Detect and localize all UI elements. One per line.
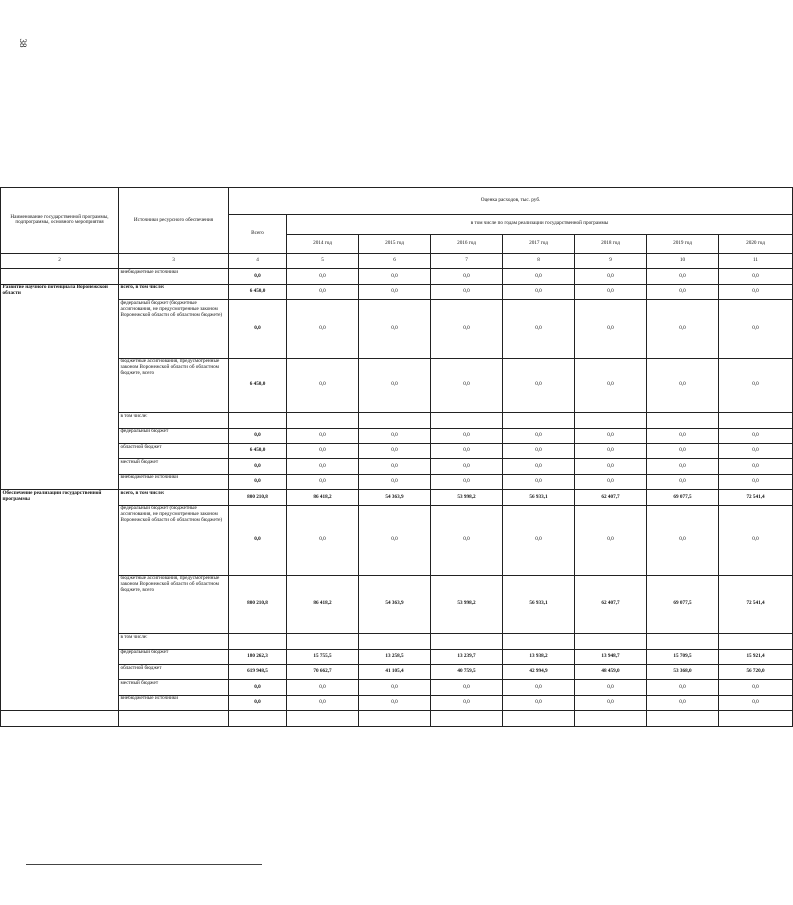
year-value-cell: 0,0 (719, 284, 793, 300)
year-value-cell (719, 634, 793, 649)
year-value-cell: 0,0 (719, 269, 793, 284)
year-value-cell: 0,0 (359, 300, 431, 358)
year-value-cell: 0,0 (503, 680, 575, 695)
total-cell (229, 634, 287, 649)
total-cell: 0,0 (229, 269, 287, 284)
header-year: 2017 год (503, 234, 575, 253)
year-value-cell: 0,0 (647, 680, 719, 695)
year-value-cell: 0,0 (359, 459, 431, 474)
year-value-cell: 0,0 (647, 459, 719, 474)
year-value-cell: 0,0 (359, 695, 431, 710)
table-row (0, 428, 793, 443)
year-value-cell: 0,0 (503, 358, 575, 412)
source-cell: областной бюджет (119, 444, 229, 459)
total-cell: 0,0 (229, 680, 287, 695)
name-cell: Обеспечение реализации государственной программы (1, 490, 119, 711)
source-cell: внебюджетные источники (119, 269, 229, 284)
year-value-cell: 0,0 (575, 695, 647, 710)
year-value-cell: 0,0 (647, 358, 719, 412)
page-number: 38 (18, 38, 28, 48)
table-row (0, 444, 793, 459)
year-value-cell: 15 755,5 (287, 649, 359, 664)
year-value-cell: 0,0 (431, 284, 503, 300)
year-value-cell: 0,0 (287, 474, 359, 489)
year-value-cell: 62 407,7 (575, 490, 647, 506)
year-value-cell: 56 933,1 (503, 575, 575, 633)
year-value-cell (575, 711, 647, 727)
source-cell: местный бюджет (119, 459, 229, 474)
column-number: 8 (503, 253, 575, 268)
table-row (0, 490, 793, 506)
year-value-cell (287, 711, 359, 727)
column-number: 2 (1, 253, 119, 268)
table-row (0, 680, 793, 695)
year-value-cell: 69 077,5 (647, 490, 719, 506)
year-value-cell (575, 413, 647, 428)
year-value-cell: 72 541,4 (719, 490, 793, 506)
header-year: 2019 год (647, 234, 719, 253)
year-value-cell: 0,0 (287, 300, 359, 358)
year-value-cell (287, 413, 359, 428)
year-value-cell: 0,0 (287, 695, 359, 710)
source-cell: местный бюджет (119, 680, 229, 695)
total-cell: 6 450,0 (229, 358, 287, 412)
table-row (0, 269, 793, 284)
source-cell: федеральный бюджет (бюджетные ассигнования, не предусмотренные законом Воронежской области об областном бюджете) (119, 505, 229, 575)
budget-table-container (0, 187, 792, 727)
year-value-cell: 0,0 (503, 695, 575, 710)
table-row (0, 695, 793, 710)
column-number: 9 (575, 253, 647, 268)
year-value-cell: 0,0 (287, 269, 359, 284)
column-number: 11 (719, 253, 793, 268)
year-value-cell: 0,0 (431, 300, 503, 358)
year-value-cell: 70 662,7 (287, 665, 359, 680)
column-number: 6 (359, 253, 431, 268)
year-value-cell: 0,0 (359, 444, 431, 459)
year-value-cell: 0,0 (431, 505, 503, 575)
table-row (0, 413, 793, 428)
year-value-cell: 0,0 (287, 444, 359, 459)
total-cell: 6 450,0 (229, 284, 287, 300)
year-value-cell: 56 933,1 (503, 490, 575, 506)
total-cell: 619 948,5 (229, 665, 287, 680)
year-value-cell: 0,0 (431, 269, 503, 284)
year-value-cell: 0,0 (503, 300, 575, 358)
year-value-cell (647, 634, 719, 649)
table-row (0, 649, 793, 664)
year-value-cell: 0,0 (647, 505, 719, 575)
name-cell (1, 269, 119, 284)
year-value-cell: 0,0 (359, 680, 431, 695)
year-value-cell: 42 994,9 (503, 665, 575, 680)
year-value-cell: 86 418,2 (287, 575, 359, 633)
year-value-cell: 62 407,7 (575, 575, 647, 633)
year-value-cell: 0,0 (575, 459, 647, 474)
table-row (0, 459, 793, 474)
header-name: Наименование государственной программы, подпрограммы, основного мероприятия (1, 188, 119, 254)
year-value-cell: 13 239,7 (431, 649, 503, 664)
year-value-cell: 0,0 (287, 459, 359, 474)
year-value-cell: 53 998,2 (431, 490, 503, 506)
year-value-cell: 0,0 (287, 428, 359, 443)
table-row (0, 711, 793, 727)
year-value-cell: 0,0 (647, 444, 719, 459)
year-value-cell: 0,0 (359, 505, 431, 575)
source-cell: внебюджетные источники (119, 695, 229, 710)
year-value-cell: 0,0 (719, 459, 793, 474)
year-value-cell: 0,0 (503, 444, 575, 459)
year-value-cell: 72 541,4 (719, 575, 793, 633)
year-value-cell: 0,0 (575, 505, 647, 575)
year-value-cell: 0,0 (575, 358, 647, 412)
year-value-cell: 0,0 (503, 428, 575, 443)
year-value-cell: 0,0 (575, 474, 647, 489)
source-cell (119, 711, 229, 727)
year-value-cell: 0,0 (287, 284, 359, 300)
year-value-cell (359, 634, 431, 649)
year-value-cell (647, 413, 719, 428)
year-value-cell: 13 938,2 (503, 649, 575, 664)
year-value-cell: 0,0 (647, 300, 719, 358)
year-value-cell: 53 368,0 (647, 665, 719, 680)
header-year: 2020 год (719, 234, 793, 253)
year-value-cell: 0,0 (431, 680, 503, 695)
year-value-cell (575, 634, 647, 649)
table-row (0, 284, 793, 300)
year-value-cell: 41 105,4 (359, 665, 431, 680)
year-value-cell: 0,0 (503, 284, 575, 300)
year-value-cell: 0,0 (431, 459, 503, 474)
year-value-cell: 0,0 (575, 300, 647, 358)
year-value-cell (431, 711, 503, 727)
column-number: 5 (287, 253, 359, 268)
year-value-cell: 15 921,4 (719, 649, 793, 664)
year-value-cell: 13 258,5 (359, 649, 431, 664)
year-value-cell: 0,0 (719, 505, 793, 575)
total-cell: 0,0 (229, 428, 287, 443)
rotated-sheet (0, 187, 792, 727)
table-row (0, 634, 793, 649)
source-cell: бюджетные ассигнования, предусмотренные законом Воронежской области об областном бюджете, всего (119, 358, 229, 412)
column-number: 3 (119, 253, 229, 268)
total-cell: 0,0 (229, 459, 287, 474)
year-value-cell: 0,0 (647, 695, 719, 710)
year-value-cell (719, 413, 793, 428)
table-row (0, 505, 793, 575)
source-cell: областной бюджет (119, 665, 229, 680)
table-row (0, 665, 793, 680)
total-cell: 0,0 (229, 474, 287, 489)
year-value-cell: 0,0 (431, 474, 503, 489)
year-value-cell: 0,0 (719, 300, 793, 358)
year-value-cell: 0,0 (575, 680, 647, 695)
year-value-cell: 0,0 (575, 269, 647, 284)
year-value-cell (287, 634, 359, 649)
name-cell (1, 711, 119, 727)
year-value-cell: 0,0 (359, 284, 431, 300)
table-row (0, 474, 793, 489)
year-value-cell (359, 711, 431, 727)
year-value-cell: 48 459,0 (575, 665, 647, 680)
year-value-cell (431, 634, 503, 649)
year-value-cell (431, 413, 503, 428)
total-cell: 0,0 (229, 695, 287, 710)
year-value-cell: 0,0 (287, 505, 359, 575)
header-year: 2016 год (431, 234, 503, 253)
year-value-cell: 0,0 (719, 358, 793, 412)
source-cell: в том числе: (119, 634, 229, 649)
table-row (0, 575, 793, 633)
total-cell: 180 262,3 (229, 649, 287, 664)
footnote-rule (26, 864, 262, 865)
year-value-cell: 0,0 (359, 358, 431, 412)
total-cell: 6 450,0 (229, 444, 287, 459)
source-cell: федеральный бюджет (119, 428, 229, 443)
table-row (0, 300, 793, 358)
source-cell: всего, в том числе: (119, 490, 229, 506)
year-value-cell: 0,0 (719, 428, 793, 443)
year-value-cell: 0,0 (503, 459, 575, 474)
year-value-cell (503, 634, 575, 649)
name-cell: Развитие научного потенциала Воронежской области (1, 284, 119, 489)
year-value-cell: 0,0 (719, 680, 793, 695)
total-cell: 0,0 (229, 505, 287, 575)
year-value-cell: 54 363,9 (359, 490, 431, 506)
year-value-cell: 0,0 (431, 358, 503, 412)
year-value-cell: 0,0 (575, 428, 647, 443)
year-value-cell: 0,0 (647, 284, 719, 300)
year-value-cell: 0,0 (503, 474, 575, 489)
year-value-cell: 0,0 (359, 428, 431, 443)
year-value-cell: 0,0 (359, 474, 431, 489)
year-value-cell: 0,0 (431, 444, 503, 459)
total-cell: 0,0 (229, 300, 287, 358)
year-value-cell: 86 418,2 (287, 490, 359, 506)
year-value-cell: 54 363,9 (359, 575, 431, 633)
total-cell (229, 711, 287, 727)
total-cell (229, 413, 287, 428)
source-cell: внебюджетные источники (119, 474, 229, 489)
year-value-cell: 0,0 (647, 269, 719, 284)
year-value-cell: 69 077,5 (647, 575, 719, 633)
header-year: 2018 год (575, 234, 647, 253)
source-cell: всего, в том числе: (119, 284, 229, 300)
year-value-cell: 0,0 (359, 269, 431, 284)
year-value-cell: 0,0 (431, 428, 503, 443)
header-source: Источники ресурсного обеспечения (119, 188, 229, 254)
year-value-cell (359, 413, 431, 428)
budget-table (0, 187, 793, 727)
year-value-cell: 0,0 (647, 474, 719, 489)
year-value-cell: 53 998,2 (431, 575, 503, 633)
year-value-cell: 56 720,0 (719, 665, 793, 680)
year-value-cell (503, 413, 575, 428)
table-row (0, 358, 793, 412)
source-cell: федеральный бюджет (119, 649, 229, 664)
year-value-cell: 0,0 (431, 695, 503, 710)
year-value-cell: 0,0 (647, 428, 719, 443)
column-number: 7 (431, 253, 503, 268)
header-year: 2014 год (287, 234, 359, 253)
year-value-cell (647, 711, 719, 727)
year-value-cell: 15 709,5 (647, 649, 719, 664)
year-value-cell: 0,0 (719, 444, 793, 459)
total-cell: 800 210,8 (229, 490, 287, 506)
year-value-cell (503, 711, 575, 727)
header-estimate: Оценка расходов, тыс. руб. (229, 188, 793, 215)
year-value-cell: 0,0 (575, 284, 647, 300)
year-value-cell: 0,0 (719, 695, 793, 710)
year-value-cell: 13 948,7 (575, 649, 647, 664)
total-cell: 800 210,8 (229, 575, 287, 633)
year-value-cell: 0,0 (503, 269, 575, 284)
year-value-cell: 0,0 (575, 444, 647, 459)
year-value-cell: 0,0 (719, 474, 793, 489)
year-value-cell: 40 759,5 (431, 665, 503, 680)
year-value-cell: 0,0 (287, 358, 359, 412)
year-value-cell: 0,0 (503, 505, 575, 575)
header-total: Всего (229, 215, 287, 254)
header-year: 2015 год (359, 234, 431, 253)
year-value-cell: 0,0 (287, 680, 359, 695)
header-incl-years: в том числе по годам реализации государственной программы (287, 215, 793, 234)
source-cell: в том числе: (119, 413, 229, 428)
source-cell: федеральный бюджет (бюджетные ассигнования, не предусмотренные законом Воронежской области об областном бюджете) (119, 300, 229, 358)
source-cell: бюджетные ассигнования, предусмотренные законом Воронежской области об областном бюджете, всего (119, 575, 229, 633)
column-number: 10 (647, 253, 719, 268)
year-value-cell (719, 711, 793, 727)
column-number: 4 (229, 253, 287, 268)
